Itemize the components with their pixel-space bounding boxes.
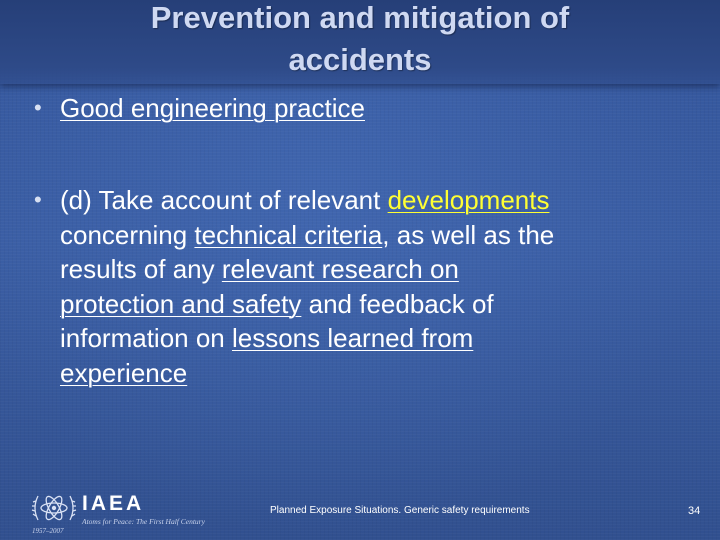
iaea-logo — [30, 486, 205, 536]
text-run: , as well as the — [382, 219, 555, 250]
page-number: 34 — [688, 505, 701, 517]
slide-title-line-2: accidents — [288, 42, 432, 77]
underlined-phrase: protection and safety — [60, 288, 302, 319]
text-run: concerning — [60, 219, 195, 250]
slide-title-line-1: Prevention and mitigation of — [150, 0, 570, 35]
paragraph-line — [60, 183, 700, 218]
bullet-text: Good engineering practice — [60, 93, 365, 123]
paragraph-line — [60, 321, 700, 356]
iaea-tagline: Atoms for Peace: The First Half Century — [82, 517, 205, 526]
bullet-marker: • — [34, 187, 42, 212]
paragraph-line — [60, 287, 700, 322]
slide-title — [40, 0, 680, 81]
text-run: information on — [60, 323, 232, 353]
text-run: (d) Take account of relevant — [60, 185, 388, 215]
underlined-phrase: technical criteria — [194, 219, 383, 250]
underlined-phrase: lessons learned from — [231, 323, 474, 353]
underlined-phrase: developments — [387, 185, 550, 215]
iaea-wordmark: IAEA — [82, 492, 145, 515]
text-run: results of any — [60, 254, 222, 284]
title-band — [0, 0, 720, 84]
paragraph-line — [60, 252, 700, 287]
underlined-phrase: experience — [60, 357, 188, 388]
text-run: and feedback of — [301, 288, 494, 319]
footer-text: Planned Exposure Situations. Generic safety requirements — [270, 505, 530, 516]
iaea-atom-emblem-icon — [30, 486, 78, 530]
underlined-phrase: relevant research on — [221, 254, 459, 284]
bullet-take-account — [60, 183, 700, 390]
paragraph-line — [60, 356, 700, 391]
iaea-years: 1957–2007 — [32, 527, 64, 535]
bullet-marker: • — [34, 95, 42, 120]
paragraph-line — [60, 218, 700, 253]
